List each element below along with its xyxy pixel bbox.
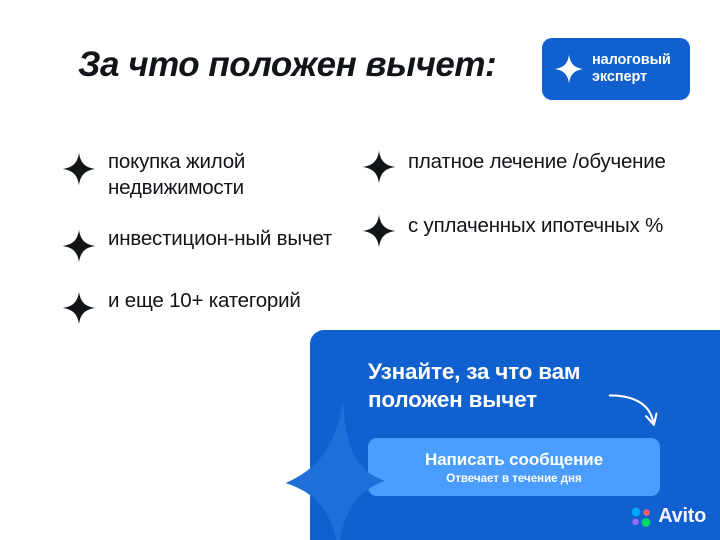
four-point-star-icon: [362, 150, 396, 184]
write-message-button-label: Написать сообщение: [425, 449, 603, 469]
list-item-label: с уплаченных ипотечных %: [408, 214, 664, 237]
benefits-column-right: [362, 148, 672, 349]
four-point-star-icon: [62, 229, 96, 263]
brand-logo-line2: эксперт: [592, 69, 648, 85]
brand-logo-line1: налоговый: [592, 51, 671, 68]
list-item: [62, 287, 362, 325]
list-item-label: инвестицион-ный вычет: [108, 227, 333, 251]
four-point-star-icon: [62, 291, 96, 325]
list-item: [362, 148, 672, 184]
four-point-star-icon: [554, 54, 584, 84]
list-item-label: и еще 10+ категорий: [108, 289, 301, 313]
avito-watermark: [630, 505, 706, 528]
list-item: [362, 212, 672, 248]
write-message-button-subtext: Отвечает в течение дня: [446, 472, 582, 485]
avito-watermark-text: Avito: [658, 505, 706, 527]
four-point-star-icon: [362, 214, 396, 248]
list-item: [62, 148, 362, 201]
write-message-button[interactable]: [368, 438, 660, 496]
list-item: [62, 225, 362, 263]
brand-logo-text: [592, 52, 671, 86]
avito-logo-icon: [630, 506, 652, 528]
list-item-label: покупка жилой недвижимости: [108, 150, 246, 200]
curved-arrow-icon: [608, 392, 660, 430]
list-item-label: платное лечение /обучение: [408, 150, 666, 173]
page-title: За что положен вычет:: [78, 45, 497, 84]
brand-logo-badge[interactable]: [542, 38, 690, 100]
four-point-star-icon: [62, 152, 96, 186]
cta-title: Узнайте, за что вам положен вычет: [368, 359, 581, 413]
decorative-star-icon: [268, 400, 386, 540]
benefits-column-left: [62, 148, 362, 349]
benefits-list: [62, 148, 682, 349]
